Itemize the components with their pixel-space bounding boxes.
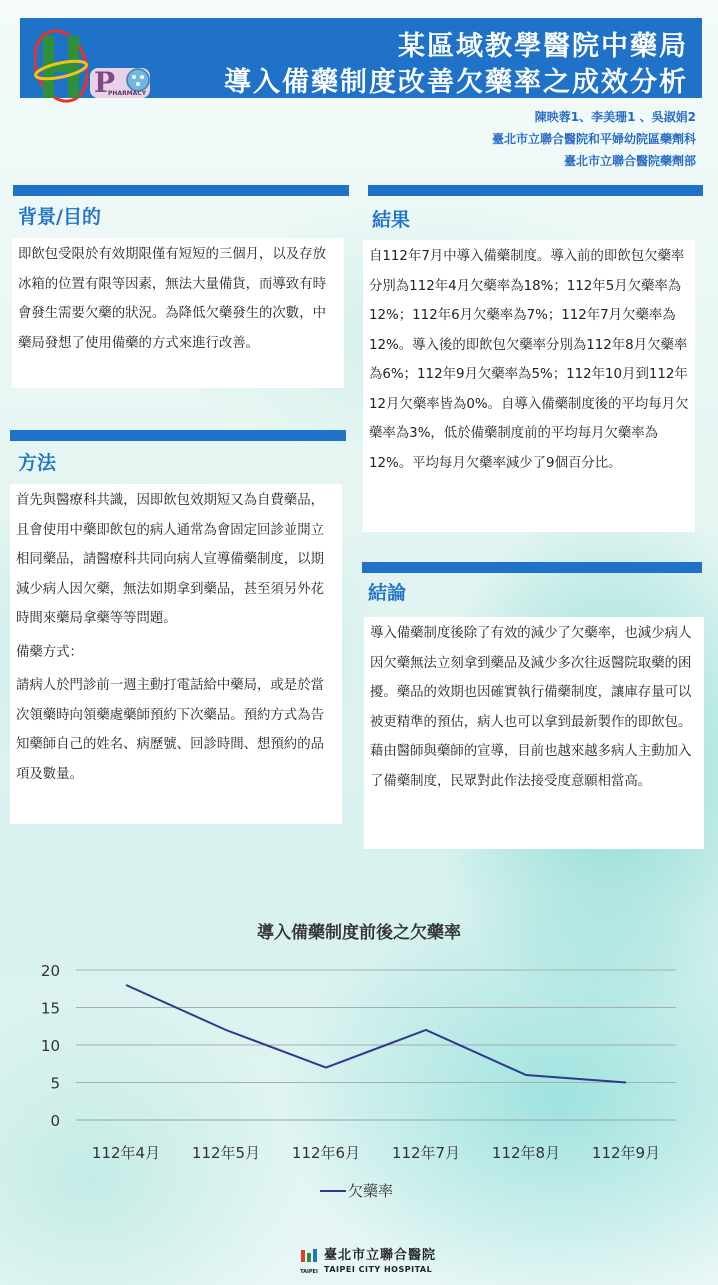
x-tick-label: 112年7月: [391, 1144, 461, 1162]
conclusion-text: 導入備藥制度後除了有效的減少了欠藥率，也減少病人因欠藥無法立刻拿到藥品及減少多次往返醫院取藥的困擾。藥品的效期也因確實執行備藥制度，讓庫存量可以被更精準的預估，病人也可以拿到最新製作的即飲包。藉由醫師與藥師的宣導，目前也越來越多病人主動加入了備藥制度，民眾對此作法接受度意願相當高。: [370, 626, 692, 789]
background-heading: 背景/目的: [18, 206, 101, 228]
footer-hospital-name-en: TAIPEI CITY HOSPITAL: [324, 1265, 433, 1274]
results-heading: 結果: [372, 209, 411, 231]
poster-title-line2: 導入備藥制度改善欠藥率之成效分析: [224, 67, 688, 98]
x-tick-label: 112年8月: [491, 1144, 561, 1162]
x-tick-label: 112年6月: [291, 1144, 361, 1162]
background-text-box: [12, 238, 344, 388]
x-tick-label: 112年5月: [191, 1144, 261, 1162]
y-tick-label: 0: [50, 1112, 60, 1130]
footer-logo: [298, 1246, 436, 1280]
method-text-3: 請病人於門診前一週主動打電話給中藥局，或是於當次領藥時向領藥處藥師預約下次藥品。預約方式為告知藥師自己的姓名、病歷號、回診時間、想預約的品項及數量。: [16, 678, 324, 782]
hospital-h-logo-icon: [34, 26, 88, 106]
x-tick-label: 112年4月: [91, 1144, 161, 1162]
conclusion-section-bar: [362, 562, 702, 573]
method-text-2: 備藥方式：: [16, 644, 83, 660]
background-text: 即飲包受限於有效期限僅有短短的三個月，以及存放冰箱的位置有限等因素，無法大量備貨，而導致有時會發生需要欠藥的狀況。為降低欠藥發生的次數，中藥局發想了使用備藥的方式來進行改善。: [18, 247, 326, 351]
legend-label: 欠藥率: [348, 1182, 394, 1200]
poster-title-line1: 某區域教學醫院中藥局: [398, 31, 688, 62]
author-block: [492, 106, 696, 172]
method-heading: 方法: [18, 452, 57, 474]
chart-legend: [320, 1182, 393, 1200]
method-text-box: [10, 484, 342, 824]
pharmacy-logo-icon: [88, 62, 152, 102]
series-line-shortage-rate: [126, 985, 626, 1083]
affiliation-1: 臺北市立聯合醫院和平婦幼院區藥劑科: [491, 132, 696, 146]
background-section-bar: [13, 185, 349, 196]
y-tick-label: 10: [40, 1037, 60, 1055]
author-names: 陳映蓉1、李美珊1 、吳淑娟2: [534, 110, 696, 124]
results-section-bar: [368, 185, 703, 196]
y-tick-label: 20: [40, 962, 60, 980]
results-text: 自112年7月中導入備藥制度。導入前的即飲包欠藥率分別為112年4月欠藥率為18%；112年5月欠藥率為12%；112年6月欠藥率為7%；112年7月欠藥率為12%。導入後的即飲包欠藥率分別為112年8月欠藥率為6%；112年9月欠藥率為5%；112年10月到112年12月欠藥率皆為0%。自導入備藥制度後的平均每月欠藥率為3%，低於備藥制度前的平均每月欠藥率為12%。平均每月欠藥率減少了9個百分比。: [369, 249, 689, 471]
method-text-1: 首先與醫療科共識，因即飲包效期短又為自費藥品，且會使用中藥即飲包的病人通常為會固定回診並開立相同藥品，請醫療科共同向病人宣導備藥制度，以期減少病人因欠藥，無法如期拿到藥品，甚至須另外花時間來藥局拿藥等等問題。: [16, 493, 324, 626]
line-chart: [0, 900, 718, 1220]
svg-text:PHARMACY: PHARMACY: [108, 90, 147, 97]
x-tick-label: 112年9月: [591, 1144, 661, 1162]
method-section-bar: [10, 430, 346, 441]
affiliation-2: 臺北市立聯合醫院藥劑部: [563, 154, 696, 168]
conclusion-heading: 結論: [368, 582, 407, 604]
conclusion-text-box: [364, 617, 704, 849]
results-text-box: [363, 240, 695, 532]
svg-text:TAIPEI: TAIPEI: [300, 1269, 318, 1275]
svg-text:P: P: [94, 66, 116, 99]
y-tick-label: 5: [50, 1074, 60, 1093]
chart-title: 導入備藥制度前後之欠藥率: [257, 923, 461, 943]
footer-hospital-name-cn: 臺北市立聯合醫院: [324, 1248, 437, 1263]
taipei-hospital-mark-icon: [298, 1248, 320, 1278]
y-tick-label: 15: [40, 999, 60, 1018]
